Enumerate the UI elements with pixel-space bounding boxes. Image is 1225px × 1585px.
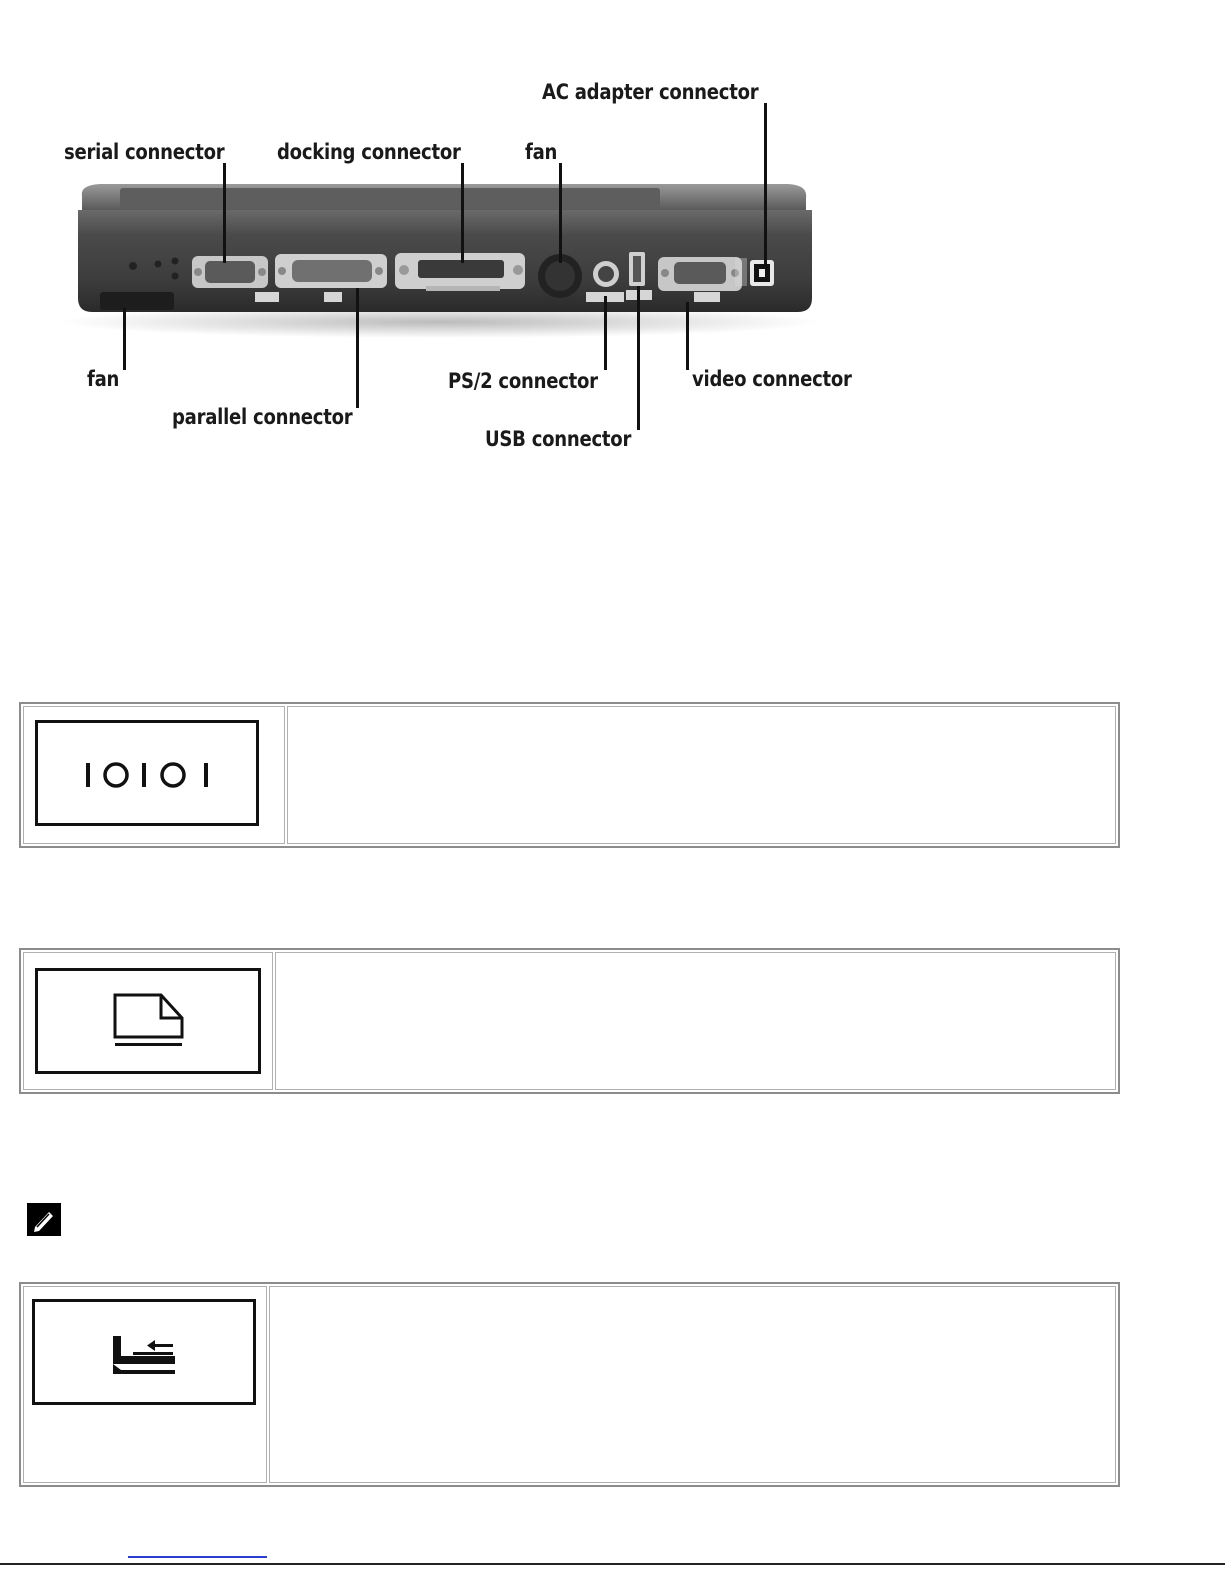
callout-ac-adapter-connector: AC adapter connector xyxy=(542,80,759,104)
callout-fan-top: fan xyxy=(525,140,558,164)
callout-ps2-connector: PS/2 connector xyxy=(448,369,598,393)
leader-docking xyxy=(461,163,464,263)
parallel-icon-cell xyxy=(23,952,273,1090)
serial-icon-frame xyxy=(35,720,259,826)
leader-video xyxy=(686,302,689,370)
serial-port-icon xyxy=(38,723,256,823)
leader-serial xyxy=(223,163,226,263)
serial-connector-table xyxy=(19,702,1120,848)
docking-icon-frame xyxy=(32,1299,256,1405)
leader-parallel xyxy=(356,288,359,408)
footer-link-underline[interactable] xyxy=(128,1556,267,1558)
parallel-icon-frame xyxy=(35,968,261,1074)
docking-icon xyxy=(35,1302,253,1402)
docking-connector-table xyxy=(19,1282,1120,1487)
laptop-back-illustration xyxy=(60,60,860,460)
serial-description-cell xyxy=(287,706,1116,844)
callout-parallel-connector: parallel connector xyxy=(172,405,353,429)
docking-icon-cell xyxy=(23,1286,267,1483)
docking-description-cell xyxy=(269,1286,1116,1483)
callout-serial-connector: serial connector xyxy=(64,140,225,164)
leader-usb xyxy=(637,286,640,430)
footer-rule xyxy=(0,1563,1225,1565)
leader-ac-adapter xyxy=(764,103,767,265)
serial-icon-cell xyxy=(23,706,285,844)
callout-fan-left: fan xyxy=(87,367,120,391)
connector-figure xyxy=(60,60,860,460)
parallel-description-cell xyxy=(275,952,1116,1090)
callout-docking-connector: docking connector xyxy=(277,140,461,164)
leader-fan-left xyxy=(123,308,126,370)
note-pencil-icon xyxy=(27,1203,61,1236)
parallel-port-icon xyxy=(38,971,258,1071)
callout-video-connector: video connector xyxy=(692,367,852,391)
callout-usb-connector: USB connector xyxy=(485,427,632,451)
leader-ps2 xyxy=(604,296,607,370)
leader-fan-top xyxy=(559,163,562,263)
parallel-connector-table xyxy=(19,948,1120,1094)
